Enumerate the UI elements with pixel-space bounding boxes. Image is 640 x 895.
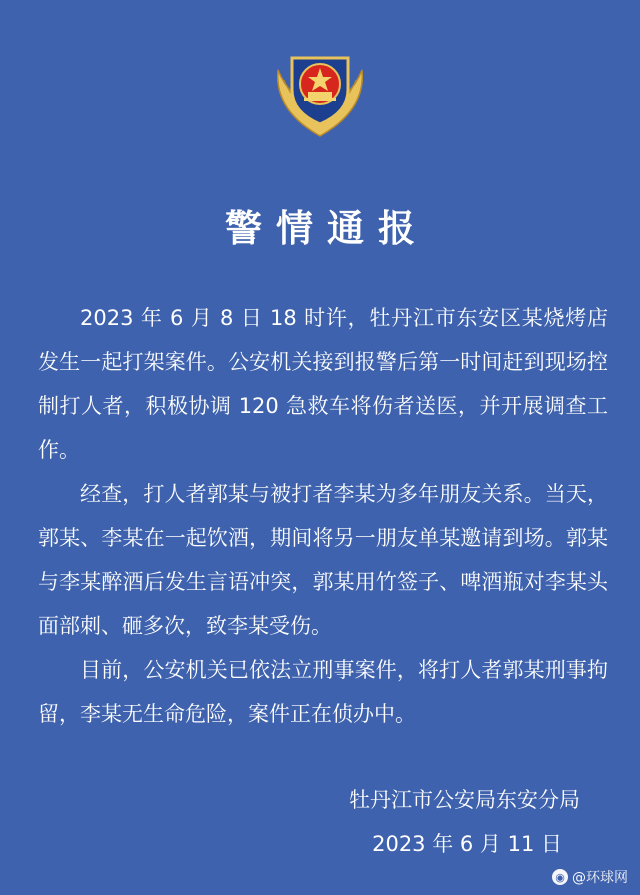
issuer: 牡丹江市公安局东安分局 xyxy=(349,788,580,812)
issue-date: 2023 年 6 月 11 日 xyxy=(372,832,562,856)
signature-block xyxy=(349,778,580,866)
page-title: 警情通报 xyxy=(225,207,429,250)
watermark xyxy=(552,867,628,887)
paragraph-incident: 2023 年 6 月 8 日 18 时许，牡丹江市东安区某烧烤店发生一起打架案件。公安机关接到报警后第一时间赶到现场控制打人者，积极协调 120 急救车将伤者送医，并开展调查工作。 xyxy=(38,306,608,462)
watermark-text: @环球网 xyxy=(572,870,628,886)
paragraph-status: 目前，公安机关已依法立刑事案件，将打人者郭某刑事拘留，李某无生命危险，案件正在侦办中。 xyxy=(38,658,608,726)
notice-body xyxy=(38,296,608,736)
weibo-icon: ◉ xyxy=(552,869,568,885)
paragraph-investigation: 经查，打人者郭某与被打者李某为多年朋友关系。当天，郭某、李某在一起饮酒，期间将另一朋友单某邀请到场。郭某与李某醉酒后发生言语冲突，郭某用竹签子、啤酒瓶对李某头面部刺、砸多次，致李某受伤。 xyxy=(38,482,608,638)
police-emblem-icon xyxy=(270,40,370,140)
